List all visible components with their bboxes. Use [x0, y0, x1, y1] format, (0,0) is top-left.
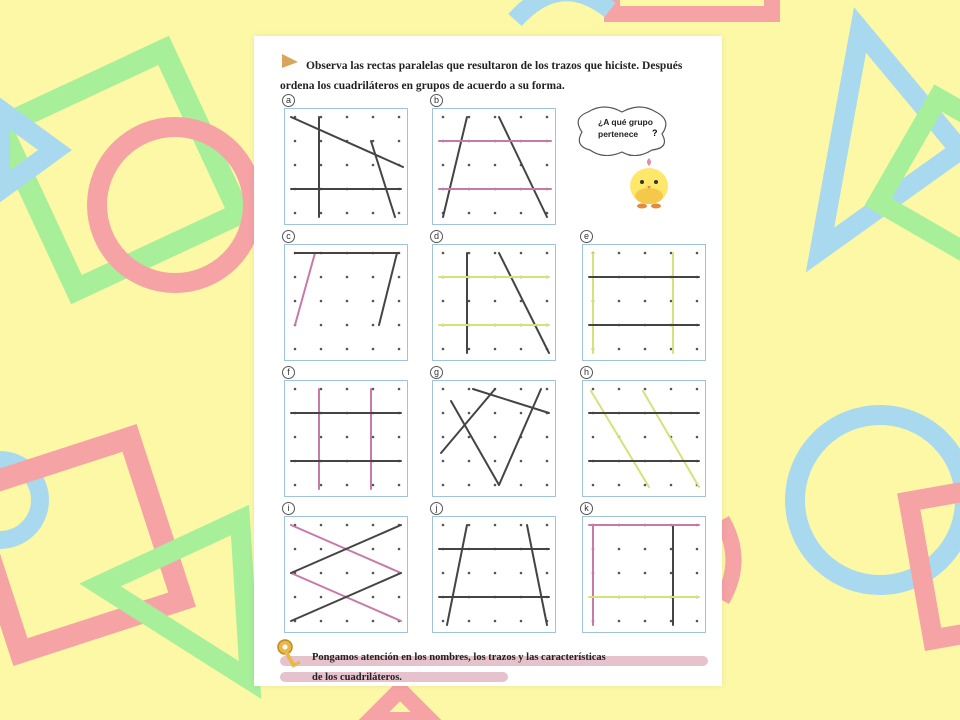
grid-dot — [468, 252, 471, 255]
grid-dot — [546, 436, 549, 439]
pointer-arrow-icon — [280, 52, 300, 70]
grid-dots — [294, 524, 401, 623]
grid-dot — [644, 548, 647, 551]
panel-i — [284, 516, 408, 633]
grid-dot — [546, 572, 549, 575]
grid-dot — [372, 300, 375, 303]
panel-label-h: h — [580, 366, 593, 379]
grid-dot — [468, 524, 471, 527]
panel-label-f: f — [282, 366, 295, 379]
grid-dot — [546, 388, 549, 391]
bg-square-pink-top — [612, 0, 772, 14]
grid-dot — [346, 348, 349, 351]
grid-dot — [618, 484, 621, 487]
grid-dot — [346, 620, 349, 623]
grid-dot — [696, 620, 699, 623]
footer-text — [312, 648, 712, 688]
grid-dot — [372, 212, 375, 215]
grid-dot — [468, 300, 471, 303]
panel-label-k: k — [580, 502, 593, 515]
grid-dot — [494, 484, 497, 487]
grid-dot — [494, 460, 497, 463]
grid-dot — [294, 140, 297, 143]
panel-b — [432, 108, 556, 225]
panel-h — [582, 380, 706, 497]
grid-dot — [546, 116, 549, 119]
grid-dot — [520, 620, 523, 623]
grid-dot — [520, 460, 523, 463]
grid-dot — [346, 116, 349, 119]
grid-dot — [442, 460, 445, 463]
grid-dot — [494, 300, 497, 303]
bg-triangle-blue-left — [0, 110, 55, 190]
panel-a — [284, 108, 408, 225]
grid-dot — [644, 484, 647, 487]
grid-dot — [644, 300, 647, 303]
grid-dot — [520, 572, 523, 575]
grid-dot — [398, 324, 401, 327]
grid-dot — [494, 436, 497, 439]
speech-bubble-text — [598, 116, 678, 140]
instruction-line-2: ordena los cuadriláteros en grupos de acuerdo a su forma. — [280, 80, 565, 92]
grid-dot — [372, 484, 375, 487]
grid-dot — [618, 348, 621, 351]
speech-line-2: pertenece — [598, 129, 639, 139]
grid-dot — [670, 572, 673, 575]
grid-dot — [346, 484, 349, 487]
grid-dot — [442, 484, 445, 487]
grid-dot — [294, 596, 297, 599]
grid-dot — [520, 252, 523, 255]
grid-dot — [398, 596, 401, 599]
grid-dot — [442, 524, 445, 527]
grid-dots — [592, 252, 699, 351]
grid-dot — [696, 548, 699, 551]
dot-grid-h — [583, 381, 705, 496]
grid-dot — [468, 348, 471, 351]
dot-grid-f — [285, 381, 407, 496]
grid-dot — [372, 324, 375, 327]
panel-label-c: c — [282, 230, 295, 243]
grid-dot — [520, 212, 523, 215]
grid-dot — [592, 388, 595, 391]
grid-dot — [372, 596, 375, 599]
dot-grid-e — [583, 245, 705, 360]
grid-dot — [546, 252, 549, 255]
grid-dot — [644, 252, 647, 255]
dot-grid-c — [285, 245, 407, 360]
panel-f — [284, 380, 408, 497]
grid-dot — [320, 116, 323, 119]
grid-dot — [696, 300, 699, 303]
grid-dot — [442, 412, 445, 415]
grid-dot — [346, 436, 349, 439]
grid-dot — [494, 164, 497, 167]
bg-arc-blue-top — [515, 0, 610, 20]
grid-dot — [442, 620, 445, 623]
grid-dot — [372, 348, 375, 351]
grid-dot — [696, 572, 699, 575]
panel-e — [582, 244, 706, 361]
grid-dot — [320, 620, 323, 623]
grid-dot — [320, 300, 323, 303]
instruction-text — [280, 56, 706, 96]
grid-dots — [592, 524, 699, 623]
grid-dot — [398, 388, 401, 391]
dot-grid-k — [583, 517, 705, 632]
grid-dot — [618, 548, 621, 551]
grid-dot — [320, 276, 323, 279]
grid-dot — [442, 300, 445, 303]
panel-label-a: a — [282, 94, 295, 107]
grid-dot — [442, 164, 445, 167]
grid-dot — [618, 252, 621, 255]
grid-dot — [670, 548, 673, 551]
grid-dot — [670, 252, 673, 255]
grid-dot — [320, 524, 323, 527]
panel-label-j: j — [430, 502, 443, 515]
grid-dot — [372, 276, 375, 279]
dot-grid-j — [433, 517, 555, 632]
grid-dot — [320, 388, 323, 391]
footer-line-1: Pongamos atención en los nombres, los trazos y las características — [312, 652, 606, 663]
grid-dot — [398, 212, 401, 215]
grid-dot — [320, 348, 323, 351]
panel-c — [284, 244, 408, 361]
bg-arc-pink-right — [722, 520, 734, 600]
grid-dot — [372, 436, 375, 439]
grid-dot — [320, 436, 323, 439]
grid-dot — [494, 620, 497, 623]
grid-dots — [442, 388, 549, 487]
worksheet-page — [254, 36, 722, 686]
grid-dot — [644, 436, 647, 439]
grid-dot — [468, 572, 471, 575]
panel-label-g: g — [430, 366, 443, 379]
grid-dot — [468, 388, 471, 391]
grid-dot — [520, 116, 523, 119]
grid-dots — [442, 116, 549, 215]
grid-dot — [372, 388, 375, 391]
grid-dot — [346, 388, 349, 391]
grid-dot — [398, 276, 401, 279]
grid-dot — [294, 276, 297, 279]
grid-dot — [670, 620, 673, 623]
panel-label-d: d — [430, 230, 443, 243]
dot-grid-i — [285, 517, 407, 632]
grid-dot — [546, 524, 549, 527]
grid-dot — [494, 252, 497, 255]
grid-dot — [442, 252, 445, 255]
grid-dot — [644, 572, 647, 575]
grid-dot — [398, 140, 401, 143]
grid-dot — [346, 276, 349, 279]
grid-dot — [468, 116, 471, 119]
grid-dot — [320, 484, 323, 487]
grid-dot — [520, 348, 523, 351]
grid-dot — [644, 620, 647, 623]
grid-dot — [442, 348, 445, 351]
dot-grid-a — [285, 109, 407, 224]
grid-dot — [346, 324, 349, 327]
grid-dot — [372, 572, 375, 575]
grid-dot — [618, 388, 621, 391]
grid-dot — [320, 324, 323, 327]
bg-triangle-pink-bottom — [370, 690, 430, 720]
grid-dot — [442, 116, 445, 119]
dot-grid-g — [433, 381, 555, 496]
grid-dot — [670, 388, 673, 391]
panel-d — [432, 244, 556, 361]
panel-k — [582, 516, 706, 633]
grid-dot — [398, 300, 401, 303]
grid-dot — [294, 300, 297, 303]
grid-dot — [346, 524, 349, 527]
grid-dot — [320, 572, 323, 575]
grid-dot — [294, 164, 297, 167]
grid-dot — [494, 524, 497, 527]
grid-dot — [520, 412, 523, 415]
dot-grid-b — [433, 109, 555, 224]
grid-dot — [468, 212, 471, 215]
panel-label-i: i — [282, 502, 295, 515]
grid-dot — [546, 484, 549, 487]
grid-dot — [346, 300, 349, 303]
grid-dots — [294, 116, 401, 215]
grid-dot — [442, 388, 445, 391]
grid-dot — [372, 524, 375, 527]
grid-dot — [294, 212, 297, 215]
grid-dot — [398, 348, 401, 351]
grid-dot — [320, 164, 323, 167]
grid-dots — [442, 252, 549, 351]
grid-dots — [294, 388, 401, 487]
grid-dot — [494, 212, 497, 215]
grid-dot — [494, 572, 497, 575]
grid-dot — [468, 164, 471, 167]
grid-dot — [696, 348, 699, 351]
grid-dot — [618, 620, 621, 623]
grid-dot — [644, 348, 647, 351]
grid-dot — [442, 572, 445, 575]
instruction-line-1: Observa las rectas paralelas que resultaron de los trazos que hiciste. Después — [306, 60, 683, 72]
speech-line-1: ¿A qué grupo — [598, 117, 653, 127]
grid-dot — [618, 300, 621, 303]
grid-dot — [372, 548, 375, 551]
grid-dot — [546, 300, 549, 303]
grid-dot — [468, 460, 471, 463]
grid-dot — [520, 388, 523, 391]
grid-dot — [320, 596, 323, 599]
grid-dot — [346, 572, 349, 575]
grid-dot — [696, 252, 699, 255]
grid-dot — [398, 484, 401, 487]
dot-grid-d — [433, 245, 555, 360]
grid-dot — [372, 620, 375, 623]
speech-question-mark: ? — [652, 128, 658, 138]
grid-dot — [398, 548, 401, 551]
grid-dot — [494, 348, 497, 351]
grid-dot — [520, 524, 523, 527]
grid-dot — [294, 548, 297, 551]
grid-dot — [320, 212, 323, 215]
footer-line-2: de los cuadriláteros. — [312, 672, 402, 683]
grid-dot — [468, 484, 471, 487]
panel-j — [432, 516, 556, 633]
grid-dot — [670, 484, 673, 487]
grid-dot — [592, 484, 595, 487]
grid-dot — [294, 388, 297, 391]
grid-dot — [294, 348, 297, 351]
grid-dot — [320, 140, 323, 143]
grid-dot — [294, 484, 297, 487]
grid-dot — [294, 436, 297, 439]
grid-dot — [592, 436, 595, 439]
chick-mascot-icon — [624, 154, 674, 210]
grid-dot — [398, 436, 401, 439]
panel-label-e: e — [580, 230, 593, 243]
grid-dot — [546, 164, 549, 167]
grid-dot — [346, 164, 349, 167]
grid-dot — [618, 572, 621, 575]
grid-dot — [372, 164, 375, 167]
panel-g — [432, 380, 556, 497]
grid-dot — [520, 484, 523, 487]
grid-dot — [468, 412, 471, 415]
grid-dot — [670, 300, 673, 303]
grid-dot — [442, 436, 445, 439]
panel-label-b: b — [430, 94, 443, 107]
grid-dot — [494, 116, 497, 119]
grid-dot — [696, 436, 699, 439]
grid-dot — [494, 412, 497, 415]
key-icon — [276, 638, 302, 672]
grid-dot — [644, 388, 647, 391]
grid-dots — [592, 388, 699, 487]
grid-dot — [696, 388, 699, 391]
grid-dot — [468, 620, 471, 623]
grid-dot — [320, 548, 323, 551]
grid-dot — [398, 116, 401, 119]
grid-dot — [346, 212, 349, 215]
grid-dot — [546, 460, 549, 463]
grid-dot — [372, 116, 375, 119]
grid-dot — [670, 348, 673, 351]
